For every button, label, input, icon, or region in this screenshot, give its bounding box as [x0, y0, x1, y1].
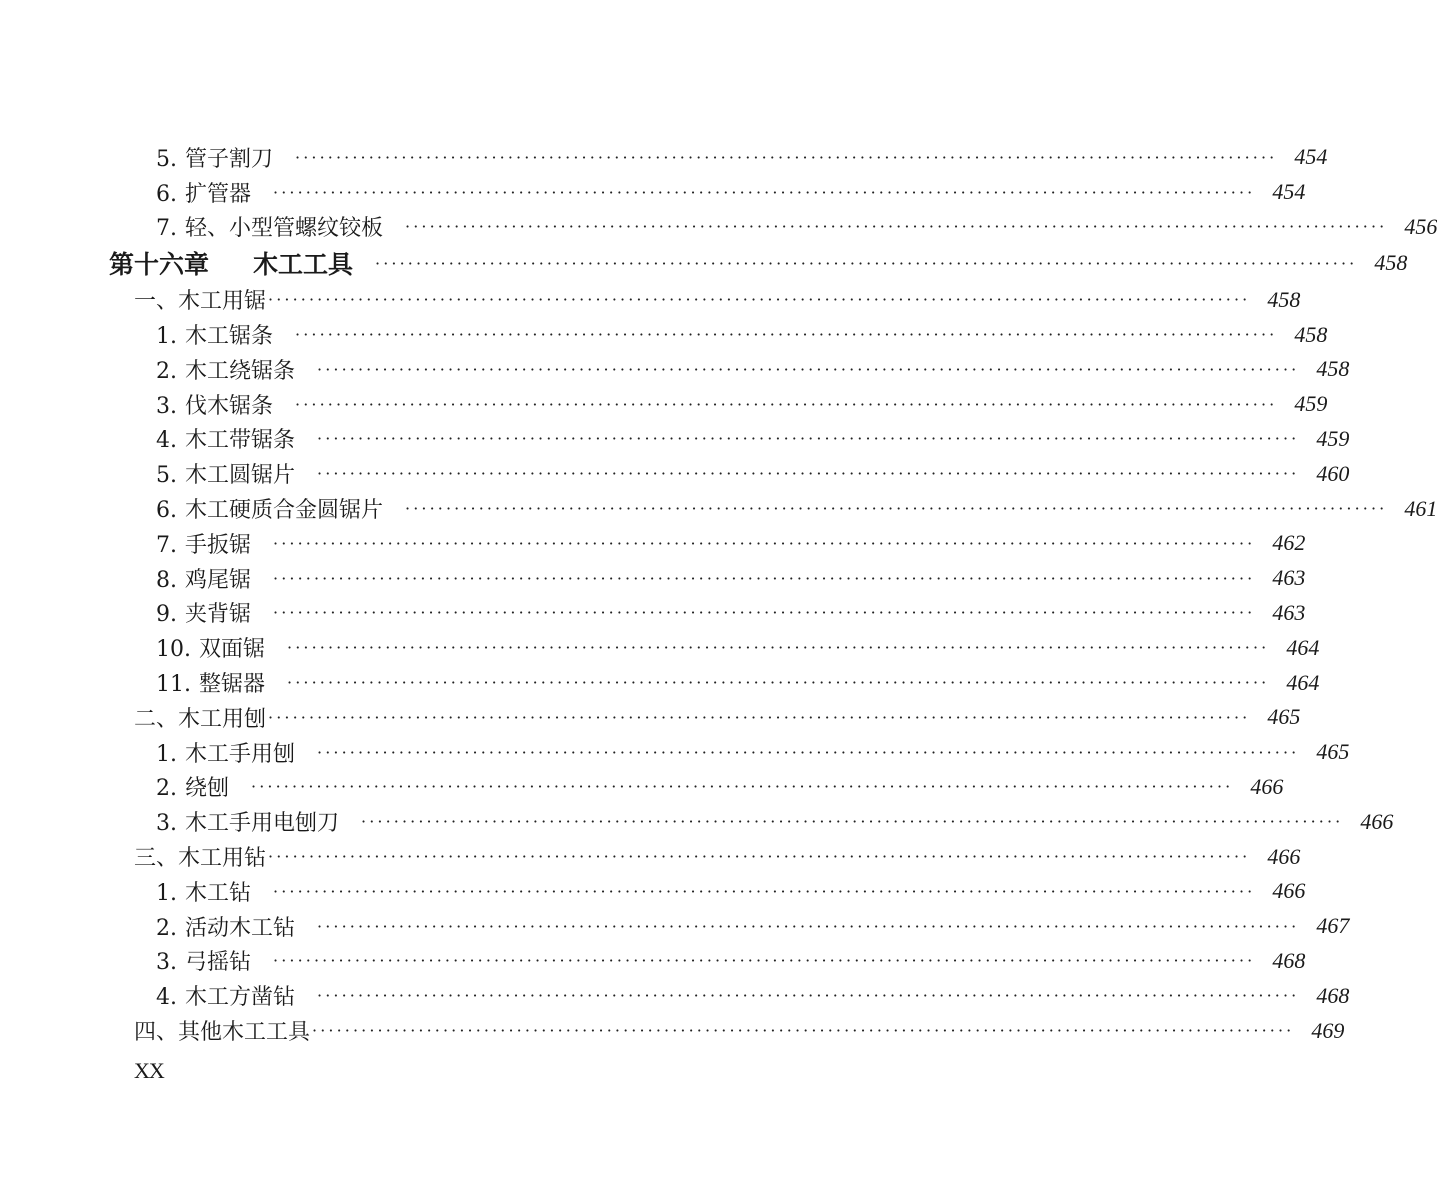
toc-entry-number: 4.: [156, 428, 177, 454]
toc-page-number: 459: [1294, 391, 1328, 417]
toc-entry-number: 2.: [156, 358, 177, 384]
toc-entry-label: [156, 563, 251, 594]
toc-entry-title: 二、木工用刨: [134, 706, 267, 732]
toc-entry-title: 木工绕锯条: [185, 358, 296, 384]
toc-entry-label: [134, 841, 266, 872]
dot-leader: ························································································································: [317, 916, 1300, 936]
toc-entry-label: [156, 389, 273, 420]
dot-leader: ························································································································: [268, 847, 1251, 867]
toc-entry-title: 双面锯: [199, 637, 266, 663]
dot-leader: ························································································································: [312, 1021, 1295, 1041]
toc-entry-title: 轻、小型管螺纹铰板: [185, 216, 384, 242]
toc-entry-label: [156, 458, 295, 489]
dot-leader: ························································································································: [273, 951, 1256, 971]
toc-entry-title: 夹背锯: [185, 602, 252, 628]
dot-leader: ························································································································: [295, 394, 1278, 414]
toc-item-row: [0, 770, 1284, 805]
toc-entry-title: 伐木锯条: [185, 393, 274, 419]
toc-entry-label: [156, 423, 295, 454]
toc-item-row: [0, 491, 1437, 526]
toc-page-number: 464: [1286, 669, 1320, 695]
toc-entry-title: 管子割刀: [185, 146, 274, 172]
dot-leader: ························································································································: [317, 429, 1300, 449]
toc-item-row: [0, 210, 1437, 245]
toc-page-number: 466: [1272, 878, 1306, 904]
toc-entry-number: 5.: [156, 146, 177, 172]
toc-page-number: 469: [1311, 1017, 1345, 1043]
toc-page-number: 460: [1316, 460, 1350, 486]
toc-entry-number: 6.: [156, 181, 177, 207]
toc-entry-label: [156, 493, 383, 524]
toc-entry-title: 绕刨: [185, 776, 230, 802]
dot-leader: ························································································································: [361, 812, 1344, 832]
toc-item-row: [0, 909, 1350, 944]
toc-item-row: [0, 526, 1306, 561]
toc-section-row: [0, 282, 1301, 317]
dot-leader: ························································································································: [295, 147, 1278, 167]
toc-entry-label: [156, 806, 339, 837]
toc-entry-number: 8.: [156, 567, 177, 593]
toc-entry-label: [156, 945, 251, 976]
toc-page-number: 463: [1272, 599, 1306, 625]
toc-entry-number: 2.: [156, 915, 177, 941]
toc-page-number: 458: [1374, 250, 1408, 276]
toc-page-number: 466: [1250, 773, 1284, 799]
toc-entry-title: 一、木工用锯: [134, 289, 267, 315]
toc-entry-number: 3.: [156, 393, 177, 419]
toc-entry-label: [134, 702, 266, 733]
toc-page-number: 466: [1360, 808, 1394, 834]
toc-entry-number: 7.: [156, 216, 177, 242]
toc-item-row: [0, 804, 1394, 839]
dot-leader: ························································································································: [251, 777, 1234, 797]
dot-leader: ························································································································: [375, 253, 1358, 273]
toc-chapter-row: [0, 244, 1408, 282]
dot-leader: ························································································································: [273, 182, 1256, 202]
toc-page-number: 466: [1267, 843, 1301, 869]
toc-entry-label: [156, 632, 265, 663]
dot-leader: ························································································································: [287, 673, 1270, 693]
toc-page-number: 468: [1316, 982, 1350, 1008]
dot-leader: ························································································································: [317, 359, 1300, 379]
toc-entry-label: [156, 771, 229, 802]
toc-entry-number: 1.: [156, 741, 177, 767]
toc-entry-title: 三、木工用钻: [134, 846, 267, 872]
toc-page-number: 459: [1316, 425, 1350, 451]
toc-page-number: 464: [1286, 634, 1320, 660]
dot-leader: ························································································································: [317, 986, 1300, 1006]
toc-entry-title: 整锯器: [199, 672, 266, 698]
toc-entry-number: 5.: [156, 463, 177, 489]
dot-leader: ························································································································: [405, 499, 1388, 519]
toc-entry-label: [156, 177, 251, 208]
toc-entry-label: [156, 876, 251, 907]
toc-entry-title: 木工带锯条: [185, 428, 296, 454]
toc-entry-number: 10.: [156, 637, 191, 663]
toc-entry-label: [156, 142, 273, 173]
dot-leader: ························································································································: [273, 568, 1256, 588]
toc-item-row: [0, 944, 1306, 979]
toc-entry-title: 木工工具: [253, 250, 354, 280]
toc-entry-title: 四、其他木工工具: [134, 1020, 311, 1046]
toc-item-row: [0, 387, 1328, 422]
toc-item-row: [0, 140, 1328, 175]
toc-entry-title: 木工圆锯片: [185, 463, 296, 489]
toc-page-number: 454: [1272, 179, 1306, 205]
toc-entry-label: [156, 737, 295, 768]
toc-entry-label: [156, 667, 265, 698]
toc-entry-label: [156, 980, 295, 1011]
toc-entry-title: 扩管器: [185, 181, 252, 207]
toc-entry-number: 3.: [156, 811, 177, 837]
toc-item-row: [0, 874, 1306, 909]
toc-entry-title: 木工锯条: [185, 324, 274, 350]
toc-item-row: [0, 665, 1320, 700]
toc-entry-number: 3.: [156, 950, 177, 976]
toc-entry-title: 木工方凿钻: [185, 985, 296, 1011]
toc-page-number: 465: [1316, 739, 1350, 765]
toc-entry-title: 鸡尾锯: [185, 567, 252, 593]
toc-page-number: 456: [1404, 213, 1437, 239]
toc-section-row: [0, 1013, 1345, 1048]
toc-entry-number: 9.: [156, 602, 177, 628]
table-of-contents: [0, 140, 1437, 1048]
toc-page-number: 463: [1272, 565, 1306, 591]
toc-section-row: [0, 700, 1301, 735]
dot-leader: ························································································································: [317, 464, 1300, 484]
dot-leader: ························································································································: [405, 217, 1388, 237]
toc-entry-label: [156, 911, 295, 942]
toc-entry-title: 弓摇钻: [185, 950, 252, 976]
dot-leader: ························································································································: [295, 325, 1278, 345]
toc-entry-label: [156, 319, 273, 350]
dot-leader: ························································································································: [273, 881, 1256, 901]
toc-page-number: 458: [1294, 321, 1328, 347]
toc-item-row: [0, 978, 1350, 1013]
toc-page-number: 462: [1272, 530, 1306, 556]
toc-entry-label: [156, 354, 295, 385]
dot-leader: ························································································································: [273, 603, 1256, 623]
toc-entry-label: [134, 284, 266, 315]
toc-entry-title: 活动木工钻: [185, 915, 296, 941]
toc-item-row: [0, 317, 1328, 352]
toc-page-number: 461: [1404, 495, 1437, 521]
toc-entry-number: 2.: [156, 776, 177, 802]
toc-page-number: 465: [1267, 704, 1301, 730]
toc-page-number: 458: [1267, 286, 1301, 312]
toc-entry-number: 1.: [156, 324, 177, 350]
toc-item-row: [0, 352, 1350, 387]
toc-entry-number: 7.: [156, 532, 177, 558]
toc-entry-number: 4.: [156, 985, 177, 1011]
toc-entry-label: [109, 245, 353, 281]
toc-item-row: [0, 422, 1350, 457]
dot-leader: ························································································································: [317, 742, 1300, 762]
toc-page-number: 458: [1316, 356, 1350, 382]
toc-entry-label: [156, 597, 251, 628]
toc-item-row: [0, 561, 1306, 596]
dot-leader: ························································································································: [273, 533, 1256, 553]
toc-page-number: 454: [1294, 144, 1328, 170]
page-number-footer: XX: [134, 1058, 164, 1083]
dot-leader: ························································································································: [268, 290, 1251, 310]
toc-entry-number: 6.: [156, 498, 177, 524]
toc-item-row: [0, 175, 1306, 210]
toc-entry-title: 木工钻: [185, 880, 252, 906]
toc-item-row: [0, 596, 1306, 631]
toc-entry-title: 木工硬质合金圆锯片: [185, 498, 384, 524]
toc-page-number: 468: [1272, 947, 1306, 973]
toc-entry-number: 11.: [156, 672, 191, 698]
toc-entry-label: [156, 211, 383, 242]
toc-item-row: [0, 735, 1350, 770]
toc-entry-title: 木工手用电刨刀: [185, 811, 340, 837]
toc-item-row: [0, 630, 1320, 665]
dot-leader: ························································································································: [268, 707, 1251, 727]
toc-entry-title: 手扳锯: [185, 532, 252, 558]
toc-section-row: [0, 839, 1301, 874]
toc-entry-label: [156, 528, 251, 559]
toc-entry-number: 第十六章: [109, 250, 210, 280]
dot-leader: ························································································································: [287, 638, 1270, 658]
toc-entry-number: 1.: [156, 880, 177, 906]
toc-entry-label: [134, 1015, 310, 1046]
toc-page-number: 467: [1316, 913, 1350, 939]
toc-item-row: [0, 456, 1350, 491]
toc-entry-title: 木工手用刨: [185, 741, 296, 767]
